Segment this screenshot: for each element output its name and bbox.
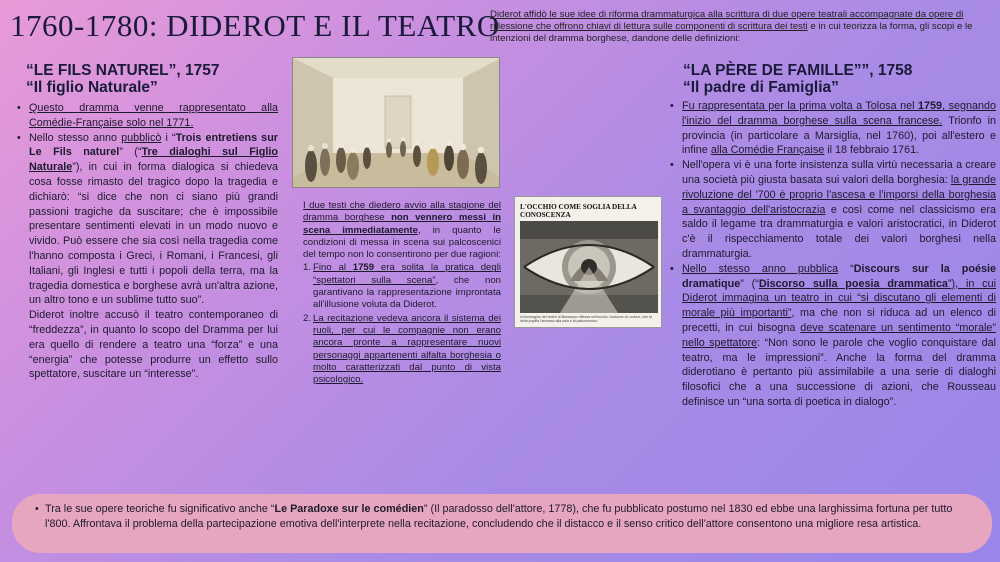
- text-span: , ma che non si riduca ad un elenco di precetti, in cui bisogna: [682, 307, 996, 334]
- text-span: Fino al: [313, 262, 353, 274]
- text-span: Nello stesso anno pubblica: [682, 262, 839, 275]
- text-span: il 18 febbraio 1761.: [824, 144, 920, 157]
- year-1759: 1759: [918, 100, 943, 112]
- intro-text: [490, 9, 995, 46]
- pere-de-famille-text: [669, 99, 996, 410]
- list-item: [669, 158, 996, 262]
- text-span: Nello stesso anno: [29, 131, 122, 144]
- staging-reasons: [303, 200, 501, 386]
- list-item: [16, 101, 278, 131]
- text-span: Tra le sue opere teoriche fu significativo anche “: [45, 503, 275, 515]
- text-span: La recitazione vedeva ancora il sistema dei ruoli, per cui le compagnie non erano ancora pronte a rappresentare nuovi personaggi appartenenti alfalta borghesia o molto caratterizzati dal punto di vista psicologico.: [313, 312, 501, 386]
- text-span: : “Non sono le parole che voglio conquistare dal teatro, ma le impressioni”. Anche la forma del dramma diderotiano è pertanto più assimilabile a una serie di dialoghi filosofici che a una successione di azioni, che Rousseau definisce un “una sorta di poetica in dialogo”.: [682, 336, 996, 408]
- eye-threshold-illustration: [514, 196, 662, 328]
- trois-entretiens-title: Trois entretiens sur Le Fils naturel: [29, 131, 278, 159]
- theatre-scene-illustration: [293, 58, 500, 188]
- list-number: 2.: [303, 312, 312, 324]
- text-span: era solita la pratica degli “spettatori sulla scena”: [313, 262, 501, 286]
- text-span: alla Comédie Française: [710, 144, 825, 157]
- text-span: pubblicò: [121, 131, 162, 144]
- comedie-francaise-note: Questo dramma venne rappresentato alla Comédie-Française solo nel 1771.: [29, 102, 278, 129]
- discorso-title: Discorso sulla poesia drammatica: [758, 277, 948, 290]
- text-span: Trionfo in provincia (in particolare a Marsiglia, nel 1760), poi all'estero e infine: [682, 114, 996, 157]
- text-span: ” (“: [740, 277, 759, 290]
- tre-dialoghi-title: Tre dialoghi sul Figlio Naturale: [29, 146, 278, 174]
- freddezza-paragraph: Diderot inoltre accusò il teatro contemporaneo di “freddezza”, in quanto lo scopo del Dramma per lui era quello di rendere a teatro una “forza” e una “energia” che potesse produrre un effetto sullo spettatore, suscitare un “interesse”.: [29, 309, 278, 381]
- text-span: Nell'opera vi è una forte insistenza sulla virtù necessaria a creare una società più giusta basata sui valori della borghesia:: [682, 159, 996, 186]
- text-span: la grande rivoluzione del '700 è proprio l'ascesa e l'imporsi della borghesia a svantaggio dell'aristocrazia: [682, 173, 996, 216]
- text-span: I due testi che diedero avvio alla stagione del dramma borghese: [303, 200, 501, 224]
- paradoxe-title: Le Paradoxe sur le comédien: [274, 503, 424, 515]
- paradoxe-banner: [12, 494, 992, 553]
- text-span: ” (“: [119, 146, 142, 159]
- pere-de-famille-subtitle: “Il padre di Famiglia”: [683, 78, 839, 96]
- text-span: ”), in cui in forma dialogica si chiedeva cosa fosse rimasto del tragico dopo la tragedia e dichiarò: “si dice che non ci siano più grandi passioni tragiche da suscitare; che è impossibile presentare sentimenti elevati in un modo nuovo e vivido. Può essere che sia così nella tragedia come l'hanno composta i Greci, i Romani, i Francesi, gli Italiani, gli Inglesi e tutti i popoli della terra, ma la tragedia domestica e borghese avrà un'altra azione, un altro tono e un sublime tutto suo”.: [29, 161, 278, 307]
- text-span: e così come nel classicismo era saldo il legame tra drammaturgia e valori aristocratici, in Diderot c'è il rispecchiamento totale dei valori borghesi nella drammaturgia.: [682, 203, 996, 260]
- staging-intro: [303, 200, 501, 261]
- text-span: ”), in cui Diderot immagina un teatro in cui “si discutano gli elementi di morale più importanti”: [682, 277, 996, 320]
- fils-naturel-heading: [26, 62, 286, 96]
- fils-naturel-title: “LE FILS NATUREL”, 1757: [26, 62, 220, 79]
- illustration-caption: Un'immagine del teatro di Besançon riflessa nell'occhio: incisione di Ledoux, che fa della pupilla l'accesso alla sala e al palcoscenico: [520, 315, 653, 324]
- pere-de-famille-heading: [683, 63, 983, 96]
- illustration-title: L'OCCHIO COME SOGLIA DELLA CONOSCENZA: [520, 203, 637, 219]
- eye-icon: [520, 221, 658, 313]
- pere-de-famille-title: “LA PÈRE DE FAMILLE””, 1758: [683, 62, 913, 79]
- text-span: , in quanto le condizioni di messa in scena sui palcoscenici del tempo non lo consentirono per due ragioni:: [303, 224, 501, 261]
- list-item: [303, 313, 501, 387]
- list-number: 1.: [303, 262, 312, 274]
- list-item: [16, 131, 278, 309]
- theatre-scene-engraving: [292, 57, 500, 188]
- bullet: •: [35, 503, 39, 515]
- fils-naturel-text: [16, 101, 278, 382]
- list-item: [303, 262, 501, 311]
- fils-naturel-subtitle: “Il figlio Naturale”: [26, 79, 158, 96]
- page-title: 1760-1780: DIDEROT E IL TEATRO: [10, 8, 500, 43]
- text-span: i “: [161, 131, 176, 144]
- text-span: “: [838, 262, 854, 275]
- text-span: ” (Il paradosso dell'attore, 1778), che fu pubblicato postumo nel 1830 ed ebbe una larghissima fortuna per tutto l'800. Affrontava il problema della partecipazione emotiva dell'interprete nella recitazione, concludendo che il distacco e il senso critico dell'attore consentono una migliore resa artistica.: [45, 503, 953, 530]
- list-item: [669, 262, 996, 410]
- intro-underlined: Diderot affidò le sue idee di riforma drammaturgica alla scrittura di due opere teatrali accompagnate da opere di riflessione che offrono chiavi di lettura sulle componenti di scrittura dei testi: [490, 9, 964, 33]
- text-span: Fu rappresentata per la prima volta a Tolosa nel: [682, 100, 919, 112]
- list-item: [669, 99, 996, 158]
- not-staged-phrase: non vennero messi in scena immediatamente: [303, 212, 501, 236]
- year-1759: 1759: [352, 262, 375, 274]
- intro-rest: e in cui teorizza la forma, gli scopi e le intenzioni del dramma borghese, dandone delle definizioni:: [490, 21, 973, 45]
- discours-title: Discours sur la poésie dramatique: [682, 262, 997, 290]
- text-span: , che non garantivano la rappresentazione improntata all'illusione voluta da Diderot.: [313, 274, 501, 311]
- text-span: deve scatenare un sentimento “morale” nello spettatore: [682, 321, 996, 349]
- text-span: , segnando l'inizio del dramma borghese sulla scena francese.: [682, 100, 996, 127]
